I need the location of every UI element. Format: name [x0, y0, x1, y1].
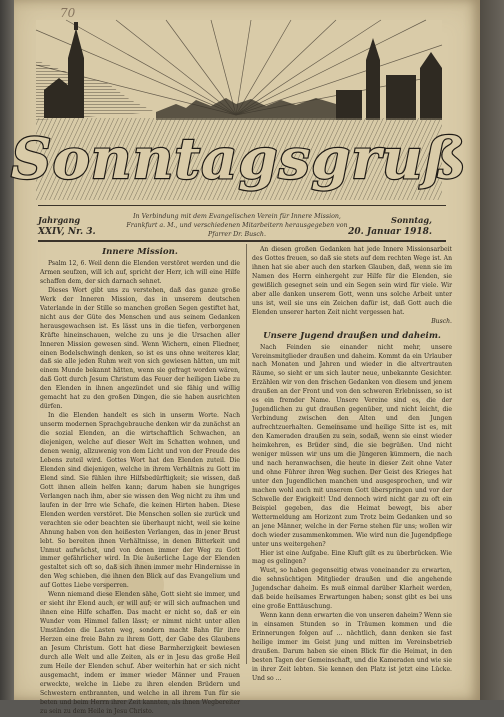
- masthead-illustration: [11, 20, 467, 200]
- publisher-subtitle: In Verbindung mit dem Evangelischen Verein für Innere Mission, Frankfurt a. M., und verschiedenen Mitarbeitern herausgegeben von Pfarrer Dr. Busch.: [126, 213, 348, 238]
- article1-paragraph: Dieses Wort gibt uns zu verstehen, daß das ganze große Werk der Inneren Mission, das in unserem deutschen Vaterlande in der Stille so manchen großen Segen gestiftet hat, nicht aus der Güte des Menschen und aus seinem Gedanken herausgewachsen ist. Es lässt uns in die tiefen, verborgenen Kräfte hineinschauen, welche zu uns je die Ursachen aller Inneren Mission gewesen sind. Wenn Wichern, einen Fliedner, einen Bodelschwingh denken, so ist es uns ohne weiteres klar, daß sie alle jeden Ruhm weit von sich gewiesen hätten, um mit einem Munde bekannt hätten, wenn sie gefragt worden wären, daß Gott durch Jesum Christum das Feuer der heiligen Liebe zu den Elenden in ihnen angezündet und sie fähig und willig gemacht hat zu den großen Dingen, die sie haben ausrichten dürfen.: [40, 286, 240, 411]
- article1-heading: Innere Mission.: [102, 247, 178, 257]
- issue-number: XXIV, Nr. 3.: [38, 227, 96, 237]
- masthead-title: Sonntagsgruß: [11, 126, 467, 192]
- article2-paragraph: Wenn kann denn erwarten die von unseren daheim? Wenn sie in einsamen Stunden so in Träumen kommen und die Erinnerungen folgen auf ... nächtlich, dann denken sie fast heilige immer im Geist jung und mitten im Vereinsbetrieb draußen. Darum haben sie einen Blick für die Heimat, in den besten Tagen der Gemeinschaft, und die Kameraden und wie sie in ihrer Zeit lebten. Sie kennen den Platz ist jetzt eine Lücke. Und so ...: [252, 612, 452, 682]
- article2-paragraph: Nach Feinden sie einander nicht mehr, unsere Vereinsmitglieder draußen und daheim. Kommt da ein Urlauber nach Monaten und Jahren und wieder in die altvertrauten Räume, so sieht er um sich lauter neue, unbekannte Gesichter. Erzählen wir von den frischen Gedanken von diesem und jenem draußen an der Front und von den schweren Erlebnissen, so ist es ein fremder Name. Unsere Vereine sind es, die der Jugendlichen zu gut draußen gegenüber, und nicht leicht, die Verbindung zwischen den Alten und den Jungen aufrechtzuerhalten. Gemeinsame und heilige Sitte ist es, mit den Kameraden draußen zu sein, sodaß, wenn sie einst wieder heimkehren, es Brüder sind, die sie begrüßen. Und nicht weniger müssen wir uns um die Jüngeren kümmern, die nach und nach heranwachsen, die heute in dieser Zeit ohne Vater und ohne Führer ihren Weg suchen. Der Geist des Krieges hat unter den Jugendlichen manchen und ausgesprochen, und wir machen wohl auch mit unserem Gott überspringen und vor der Schwelle der Ewigkeit! Und dennoch wird nicht gar zu oft ein Beispiel gegeben, das die Heimat bewegt, bis aber Wettermeldung am Horizont zum Trotz beim Gedanken und so an jene Männer, welche in der Ferne stehen für uns; wollen wir doch wieder zusammenkommen. Wie wird nun die Jugendpflege unter uns weitergehen?: [252, 343, 452, 548]
- date-full: 20. Januar 1918.: [348, 227, 432, 237]
- right-column: [252, 246, 452, 682]
- article1-paragraph: Psalm 12, 6. Weil denn die Elenden verstöret werden und die Armen seufzen, will ich auf, spricht der Herr, ich will eine Hilfe schaffen dem, der sich darnach sehnet.: [40, 260, 240, 285]
- volume-label: Jahrgang: [38, 215, 81, 225]
- column-divider: [246, 244, 247, 664]
- article2-paragraph: Hier ist eine Aufgabe. Eine Kluft gilt es zu überbrücken. Wie mag es gelingen?: [252, 549, 452, 566]
- pencil-annotation: 70: [60, 6, 76, 20]
- date-weekday: Sonntag,: [391, 215, 432, 225]
- article2-heading: Unsere Jugend draußen und daheim.: [263, 330, 441, 341]
- article1-signature: Busch.: [431, 317, 452, 325]
- issue-info: [38, 214, 96, 238]
- article1-paragraph: In die Elenden handelt es sich in unserm Worte. Nach unserm modernen Sprachgebrauche denken wir da zunächst an die sozial Elenden, an die wirtschaftlich Schwachen, an diejenigen, welche auf dieser Welt im Schatten wohnen, und denen wenig, allzuwenig von dem Licht und von der Freude des Lebens zuteil wird. Gottes Wort hat den Elenden zuteil. Die Elenden sind diejenigen, welche in ihrem Verhältnis zu Gott im Elend sind. Sie fühlen ihre Hilfsbedürftigkeit; sie wissen, daß Gott ihnen allein helfen kann; darum haben sie hungriges Verlangen nach ihm, aber sie wissen den Weg nicht zu ihm und laufen in der Irre wie Schafe, die keinen Hirten haben. Diese Elenden werden verstöret. Die Menschen sollen sie zurück und verachten sie oder beachten sie überhaupt nicht, weil sie keine Ahnung haben von den heißesten Verlangen, das in jener Brust lebt. So bereiten ihnen Verhältnisse, in denen Bitterkeit und Unmut aufwächst, und von denen immer der Weg zu Gott immer gefährlicher wird. In Die äußerliche Lage der Elenden gestaltet sich oft so, daß sich ihnen immer mehr Hindernisse in den Weg schieben, die ihnen den Blick auf das Evangelium und auf Gottes Liebe versperren.: [40, 412, 240, 590]
- page-edge-shadow: [480, 0, 504, 700]
- book-spine: [0, 0, 14, 700]
- header-rule: [38, 205, 446, 206]
- article2-paragraph: Wust, so haben gegenseitig etwas voneinander zu erwarten, die sehnsüchtigen Mitglieder draußen und die angehende Jugendschar daheim. Es muß einmal darüber Klarheit werden, daß beide heilsames Erwartungen haben; sonst gibt es bei uns eine große Enttäuschung.: [252, 567, 452, 611]
- header-bottom-rule: [38, 240, 446, 242]
- article1-paragraph: Wenn niemand diese Elenden sähe, Gott sieht sie immer, und er sieht ihr Elend auch, er will auf; er will sich aufmachen und ihnen eine Hilfe schaffen. Das macht er nicht so, daß er ein Wunder vom Himmel fallen lässt; er nimmt nicht unter allen Umständen die Lasten weg, sondern macht Bahn für ihre Herzen eine freie Bahn zu ihrem Gott, der Gabe des Glaubens an Jesum Christum. Gott hat diese Barmherzigkeit bewiesen durch alle Welt und alle Zeiten, als er in Jesu das große Heil zum Heile der Elenden schuf. Aber weiterhin hat er sich nicht ausgemacht, indem er immer wieder Männer und Frauen erweckte, welche in Liebe zu ihren elenden Brüdern und Schwestern entbrannten, und welche in all ihrem Tun für sie beten und beim Herrn ihrer Zeit kannten, als ihnen Wegbereiter zu sein zu dem Heile in Jesu Christo.: [40, 591, 240, 715]
- left-column: [40, 246, 240, 715]
- issue-date: [342, 214, 432, 238]
- article1-paragraph: An diesen großen Gedanken hat jede Innere Missionsarbeit des Gottes freuen, so daß sie stets auf dem rechten Wege ist. An ihnen hat sie aber auch den starken Glauben, daß, wenn sie im Namen des Herrn einhergeht zur Hilfe für die Elenden, sie gewißlich gesegnet sein und ein Segen sein wird für viele. Wir aber alle danken unserem Gott, wenn uns solche Arbeit unter uns ist, weil sie uns ein Zeichen dafür ist, daß Gott auch die Elenden unserer harten Zeit nicht vergessen hat.: [252, 246, 452, 316]
